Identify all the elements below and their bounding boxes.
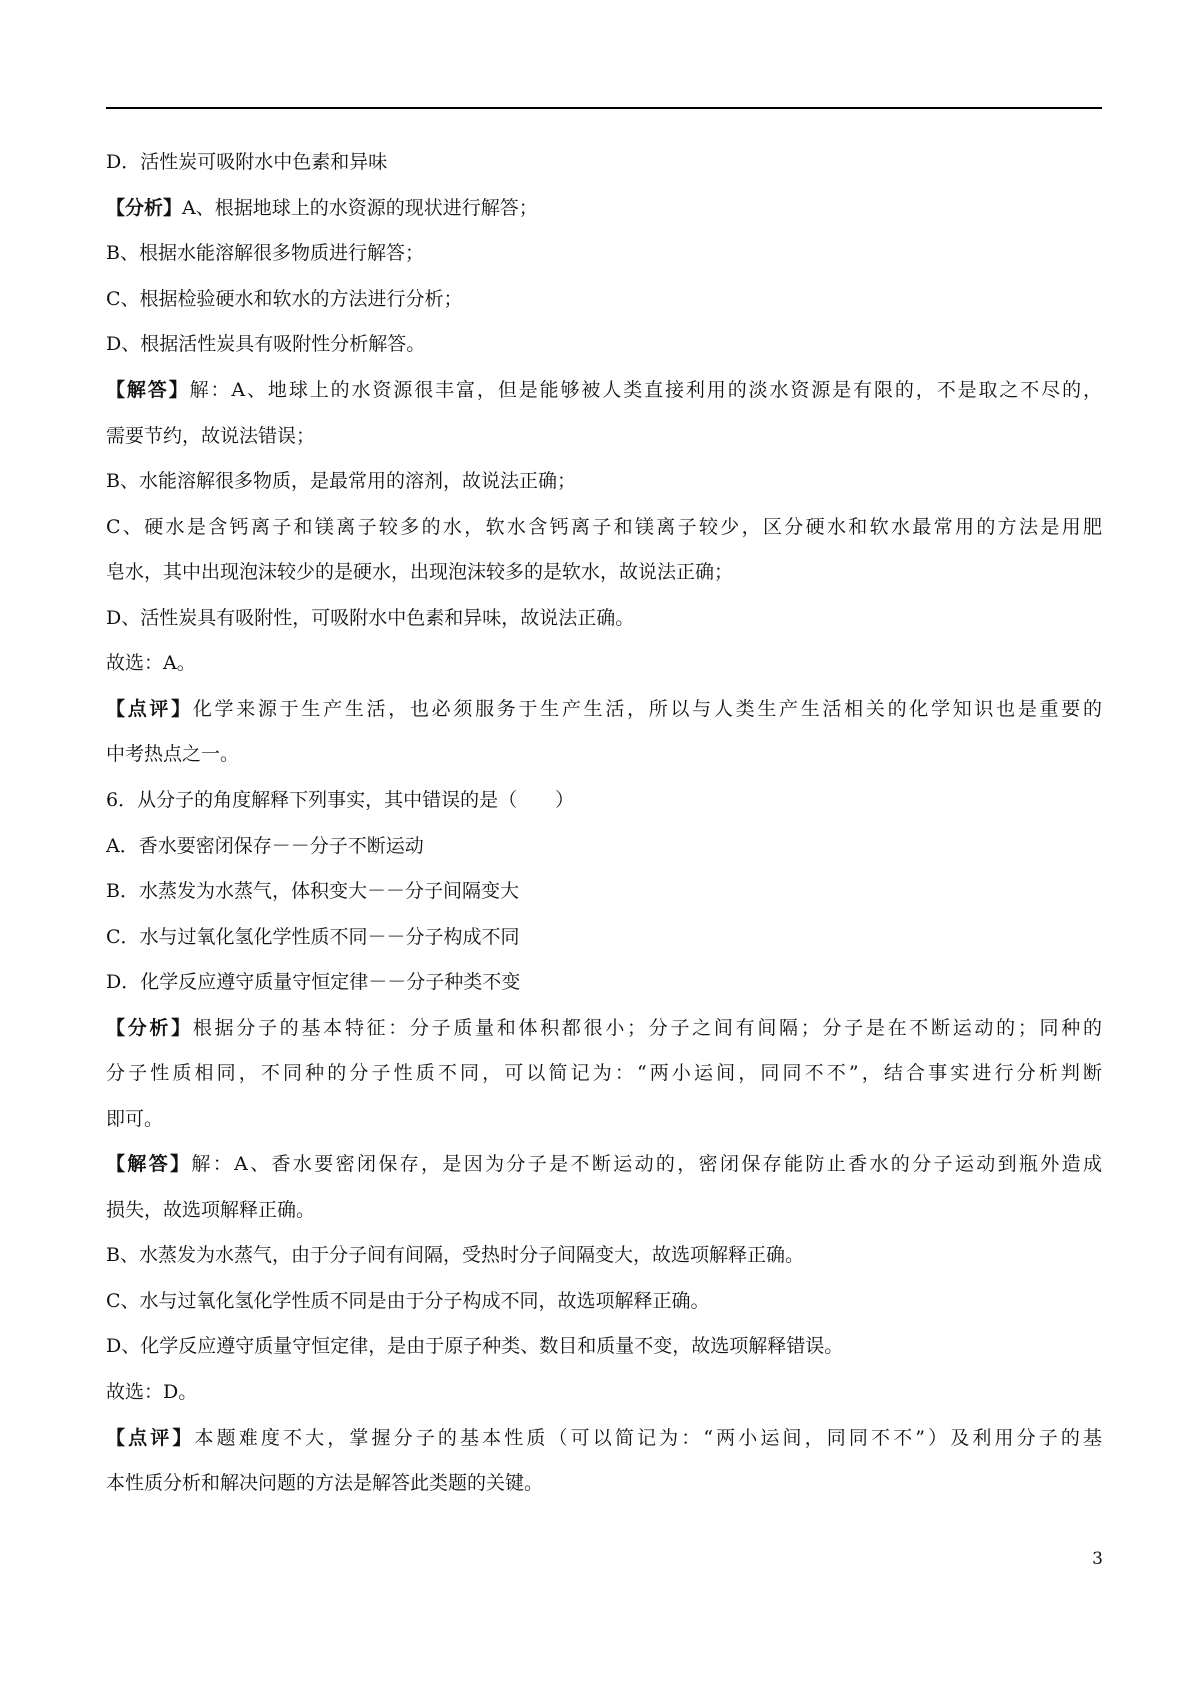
text-line: 皂水，其中出现泡沫较少的是硬水，出现泡沫较多的是软水，故说法正确； (106, 561, 734, 583)
section-tag-comment: 【点评】 (106, 698, 193, 720)
section-tag-answer: 【解答】 (106, 1153, 192, 1175)
text-line: 【点评】本题难度不大，掌握分子的基本性质（可以简记为：“两小运间，同同不不”）及利用分子的基 (106, 1427, 1102, 1449)
text-line: D．活性炭可吸附水中色素和异味 (106, 151, 388, 173)
text-line: C、根据检验硬水和软水的方法进行分析； (106, 288, 463, 310)
text-line: 【分析】A、根据地球上的水资源的现状进行解答； (106, 197, 538, 219)
section-tag-answer: 【解答】 (106, 379, 190, 401)
text-line: D、根据活性炭具有吸附性分析解答。 (106, 333, 426, 355)
text-line: B、水能溶解很多物质，是最常用的溶剂，故说法正确； (106, 470, 576, 492)
section-tag-comment: 【点评】 (106, 1427, 195, 1449)
text-line: B、水蒸发为水蒸气，由于分子间有间隔，受热时分子间隔变大，故选项解释正确。 (106, 1244, 804, 1266)
text-line: D、活性炭具有吸附性，可吸附水中色素和异味，故说法正确。 (106, 607, 635, 629)
option-d: D．化学反应遵守质量守恒定律－－分子种类不变 (106, 971, 521, 993)
section-tag-analysis: 【分析】 (106, 197, 183, 219)
text-line: C、水与过氧化氢化学性质不同是由于分子构成不同，故选项解释正确。 (106, 1290, 710, 1312)
text-line: 【分析】根据分子的基本特征：分子质量和体积都很小；分子之间有间隔；分子是在不断运动的；同种的 (106, 1017, 1102, 1039)
option-c: C．水与过氧化氢化学性质不同－－分子构成不同 (106, 926, 520, 948)
text-line: 故选：D。 (106, 1381, 198, 1403)
text-line: 【点评】化学来源于生产生活，也必须服务于生产生活，所以与人类生产生活相关的化学知识也是重要的 (106, 698, 1102, 720)
text-line: 故选：A。 (106, 652, 196, 674)
text-line: 即可。 (106, 1108, 164, 1130)
text-line: B、根据水能溶解很多物质进行解答； (106, 242, 424, 264)
section-tag-analysis: 【分析】 (106, 1017, 193, 1039)
text-line: 【解答】解：A、香水要密闭保存，是因为分子是不断运动的，密闭保存能防止香水的分子运动到瓶外造成 (106, 1153, 1102, 1175)
text-line: 本性质分析和解决问题的方法是解答此类题的关键。 (106, 1472, 544, 1494)
text-line: 需要节约，故说法错误； (106, 425, 316, 447)
page-number: 3 (1092, 1549, 1103, 1569)
header-rule (106, 107, 1102, 109)
question-stem: 6．从分子的角度解释下列事实，其中错误的是（ ） (106, 789, 575, 811)
text-line: 【解答】解：A、地球上的水资源很丰富，但是能够被人类直接利用的淡水资源是有限的，不是取之不尽的， (106, 379, 1102, 401)
text-line: 中考热点之一。 (106, 743, 240, 765)
text-line: 分子性质相同，不同种的分子性质不同，可以简记为：“两小运间，同同不不”，结合事实进行分析判断 (106, 1062, 1102, 1084)
option-a: A．香水要密闭保存－－分子不断运动 (106, 835, 424, 857)
text-line: 损失，故选项解释正确。 (106, 1199, 316, 1221)
option-b: B．水蒸发为水蒸气，体积变大－－分子间隔变大 (106, 880, 519, 902)
text-line: D、化学反应遵守质量守恒定律，是由于原子种类、数目和质量不变，故选项解释错误。 (106, 1335, 844, 1357)
text-line: C、硬水是含钙离子和镁离子较多的水，软水含钙离子和镁离子较少，区分硬水和软水最常用的方法是用肥 (106, 516, 1102, 538)
